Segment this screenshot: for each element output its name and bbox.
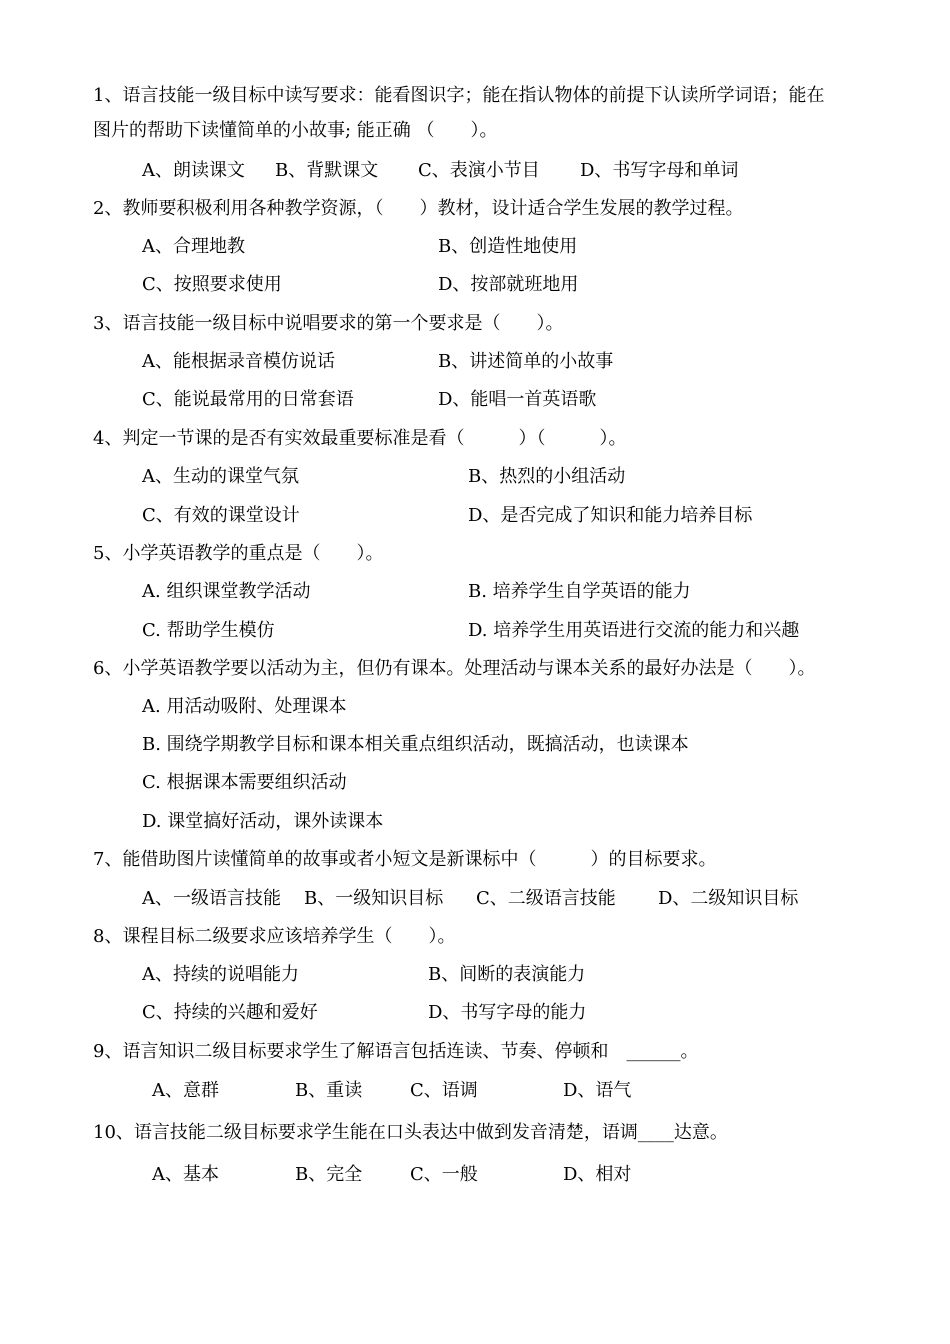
question-8-option-a: A、持续的说唱能力 (142, 964, 299, 985)
question-2-option-d: D、按部就班地用 (438, 274, 579, 295)
question-10-option-b: B、完全 (295, 1164, 363, 1185)
question-2-option-b: B、创造性地使用 (438, 236, 578, 257)
question-1-option-c: C、表演小节目 (418, 160, 540, 181)
question-1-option-a: A、朗读课文 (142, 160, 245, 181)
question-9-line-1: 9、语言知识二级目标要求学生了解语言包括连读、节奏、停顿和 ______。 (93, 1041, 699, 1062)
question-6-option-b: B. 围绕学期教学目标和课本相关重点组织活动，既搞活动，也读课本 (142, 734, 689, 755)
question-2-option-a: A、合理地教 (142, 236, 245, 257)
question-1-option-d: D、书写字母和单词 (580, 160, 739, 181)
question-9-option-d: D、语气 (563, 1080, 632, 1101)
question-2-line-1: 2、教师要积极利用各种教学资源，（ ）教材，设计适合学生发展的教学过程。 (93, 198, 744, 219)
question-4-option-a: A、生动的课堂气氛 (142, 466, 299, 487)
question-6-option-d: D. 课堂搞好活动，课外读课本 (142, 811, 384, 832)
question-2-option-c: C、按照要求使用 (142, 274, 282, 295)
question-5-option-c: C. 帮助学生模仿 (142, 620, 275, 641)
question-10-option-c: C、一般 (410, 1164, 478, 1185)
question-4-option-d: D、是否完成了知识和能力培养目标 (468, 505, 753, 526)
question-9-option-b: B、重读 (295, 1080, 363, 1101)
question-8-option-b: B、间断的表演能力 (428, 964, 586, 985)
question-10-option-a: A、基本 (152, 1164, 219, 1185)
question-3-option-c: C、能说最常用的日常套语 (142, 389, 354, 410)
question-7-line-1: 7、能借助图片读懂简单的故事或者小短文是新课标中（ ）的目标要求。 (93, 849, 717, 870)
question-1-line-1: 1、语言技能一级目标中读写要求：能看图识字；能在指认物体的前提下认读所学词语；能在 (93, 85, 825, 106)
question-8-option-c: C、持续的兴趣和爱好 (142, 1002, 318, 1023)
question-3-line-1: 3、语言技能一级目标中说唱要求的第一个要求是（ ）。 (93, 313, 564, 334)
question-4-line-1: 4、判定一节课的是否有实效最重要标准是看（ ）（ ）。 (93, 428, 627, 449)
question-6-line-1: 6、小学英语教学要以活动为主，但仍有课本。处理活动与课本关系的最好办法是（ ）。 (93, 658, 816, 679)
question-8-line-1: 8、课程目标二级要求应该培养学生（ ）。 (93, 926, 456, 947)
question-1-option-b: B、背默课文 (275, 160, 379, 181)
question-4-option-c: C、有效的课堂设计 (142, 505, 300, 526)
question-4-option-b: B、热烈的小组活动 (468, 466, 626, 487)
question-5-option-a: A. 组织课堂教学活动 (142, 581, 311, 602)
question-8-option-d: D、书写字母的能力 (428, 1002, 587, 1023)
question-6-option-a: A. 用活动吸附、处理课本 (142, 696, 347, 717)
question-10-option-d: D、相对 (563, 1164, 632, 1185)
question-1-line-2: 图片的帮助下读懂简单的小故事; 能正确 （ ）。 (93, 120, 498, 141)
question-5-option-b: B. 培养学生自学英语的能力 (468, 581, 691, 602)
question-7-option-c: C、二级语言技能 (476, 888, 616, 909)
question-10-line-1: 10、语言技能二级目标要求学生能在口头表达中做到发音清楚，语调____达意。 (93, 1122, 728, 1143)
question-3-option-d: D、能唱一首英语歌 (438, 389, 597, 410)
question-5-option-d: D. 培养学生用英语进行交流的能力和兴趣 (468, 620, 800, 641)
question-7-option-d: D、二级知识目标 (658, 888, 799, 909)
question-9-option-c: C、语调 (410, 1080, 478, 1101)
question-7-option-b: B、一级知识目标 (304, 888, 444, 909)
question-3-option-b: B、讲述简单的小故事 (438, 351, 614, 372)
question-7-option-a: A、一级语言技能 (142, 888, 281, 909)
question-3-option-a: A、能根据录音模仿说话 (142, 351, 335, 372)
question-5-line-1: 5、小学英语教学的重点是（ ）。 (93, 543, 384, 564)
question-9-option-a: A、意群 (152, 1080, 219, 1101)
question-6-option-c: C. 根据课本需要组织活动 (142, 772, 347, 793)
